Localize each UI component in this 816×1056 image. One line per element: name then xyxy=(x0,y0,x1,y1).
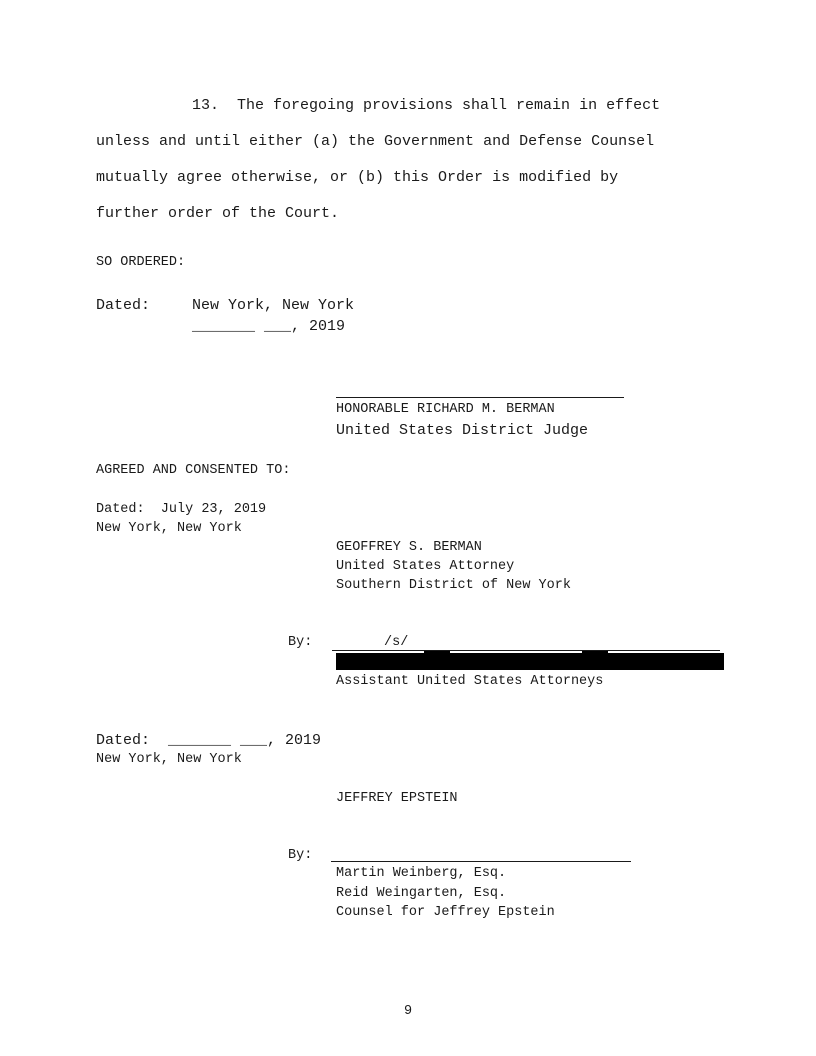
defense-dated-line: Dated: _______ ___, 2019 xyxy=(96,732,322,749)
defense-counsel-role: Counsel for Jeffrey Epstein xyxy=(336,905,555,920)
defense-dated-place: New York, New York xyxy=(96,752,242,767)
gov-attorney-role: Assistant United States Attorneys xyxy=(336,674,604,689)
government-dated-line: Dated: July 23, 2019 xyxy=(96,502,267,517)
so-ordered-heading: SO ORDERED: xyxy=(96,255,186,270)
judge-signature-line xyxy=(336,397,624,398)
us-attorney-name: GEOFFREY S. BERMAN xyxy=(336,540,482,555)
gov-by-label: By: xyxy=(288,635,313,650)
paragraph-13-line-2: unless and until either (a) the Government and Defense Counsel xyxy=(96,133,655,150)
us-attorney-title: United States Attorney xyxy=(336,559,515,574)
court-dated-date: _______ ___, 2019 xyxy=(192,318,346,335)
government-dated-place: New York, New York xyxy=(96,521,242,536)
paragraph-13-line-4: further order of the Court. xyxy=(96,205,340,222)
paragraph-13-line-3: mutually agree otherwise, or (b) this Order is modified by xyxy=(96,169,619,186)
court-dated-label: Dated: xyxy=(96,297,151,314)
defense-by-label: By: xyxy=(288,848,313,863)
judge-name: HONORABLE RICHARD M. BERMAN xyxy=(336,402,555,417)
agreed-consented-heading: AGREED AND CONSENTED TO: xyxy=(96,463,291,478)
defense-signature-line xyxy=(331,861,631,862)
page-number: 9 xyxy=(404,1004,413,1019)
paragraph-13-line-1: 13. The foregoing provisions shall remain in effect xyxy=(192,97,661,114)
defense-counsel-1: Martin Weinberg, Esq. xyxy=(336,866,507,881)
us-attorney-district: Southern District of New York xyxy=(336,578,571,593)
gov-signature-line xyxy=(332,650,720,651)
defense-counsel-2: Reid Weingarten, Esq. xyxy=(336,886,507,901)
court-dated-place: New York, New York xyxy=(192,297,355,314)
defendant-name: JEFFREY EPSTEIN xyxy=(336,791,458,806)
gov-electronic-signature: /s/ xyxy=(384,635,409,650)
judge-title: United States District Judge xyxy=(336,422,589,439)
